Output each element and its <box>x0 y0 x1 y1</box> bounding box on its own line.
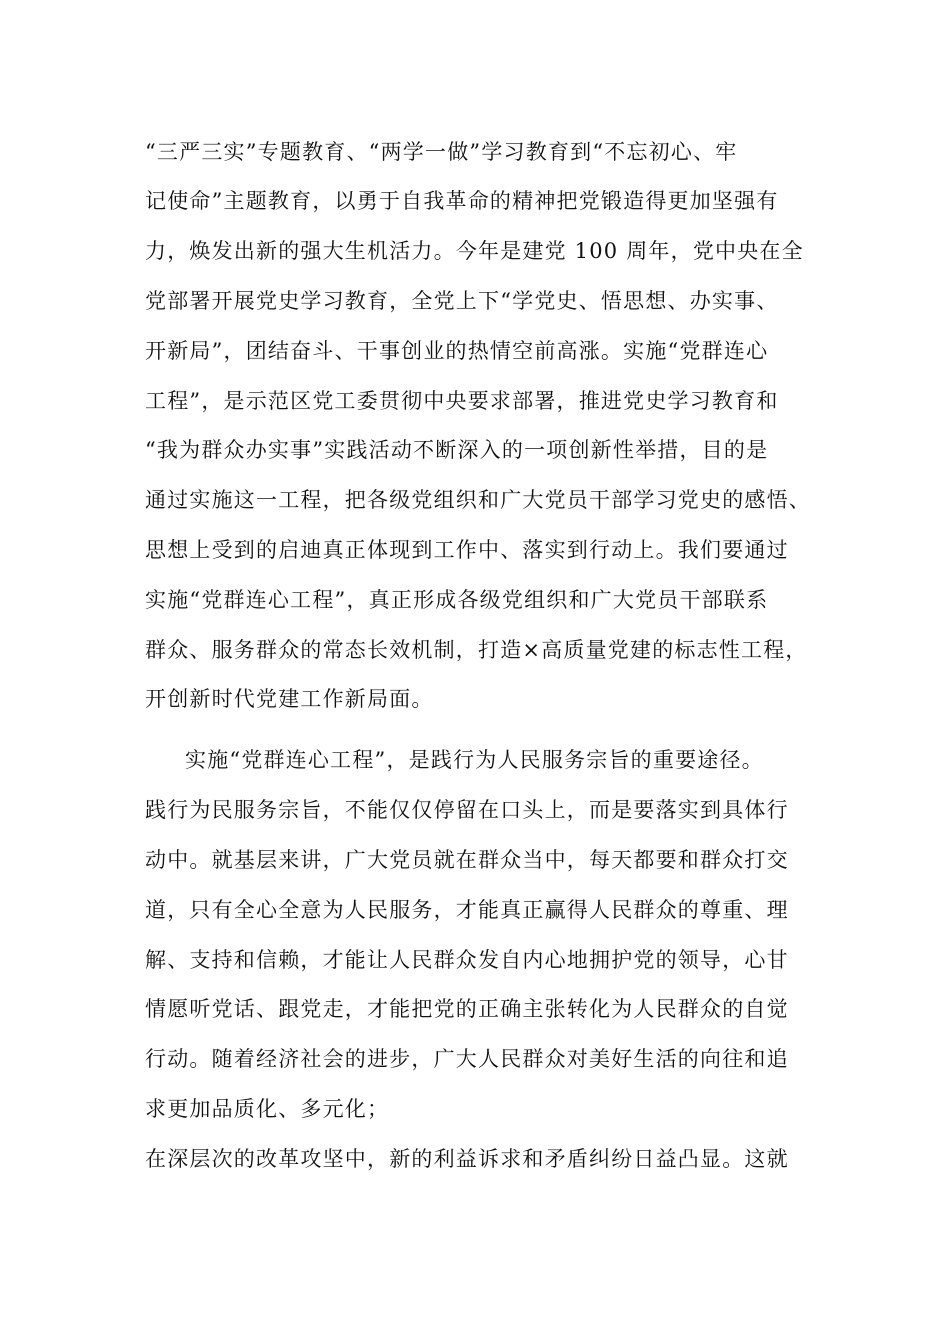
text-line: “三严三实”专题教育、“两学一做”学习教育到“不忘初心、牢 <box>145 140 738 164</box>
text-line: 开新局”，团结奋斗、干事创业的热情空前高涨。实施“党群连心 <box>145 339 769 363</box>
text-line: 群众、服务群众的常态长效机制，打造×高质量党建的标志性工程， <box>145 638 808 662</box>
text-line: 通过实施这一工程，把各级党组织和广大党员干部学习党史的感悟、 <box>145 488 811 512</box>
text-line: 道，只有全心全意为人民服务，才能真正赢得人民群众的尊重、理 <box>145 898 789 922</box>
text-line: 实施“党群连心工程”，真正形成各级党组织和广大党员干部联系 <box>145 588 769 612</box>
text-line: “我为群众办实事”实践活动不断深入的一项创新性举措，目的是 <box>145 438 769 462</box>
text-line: 党部署开展党史学习教育，全党上下“学党史、悟思想、办实事、 <box>145 289 779 313</box>
text-line: 践行为民服务宗旨，不能仅仅停留在口头上，而是要落实到具体行 <box>145 798 789 822</box>
text-line: 力，焕发出新的强大生机活力。今年是建党 100 周年，党中央在全 <box>145 239 804 263</box>
text-line: 情愿听党话、跟党走，才能把党的正确主张转化为人民群众的自觉 <box>145 997 789 1021</box>
text-line: 思想上受到的启迪真正体现到工作中、落实到行动上。我们要通过 <box>145 538 789 562</box>
text-line: 求更加品质化、多元化； <box>145 1097 390 1121</box>
paragraph-first-line: 实施“党群连心工程”，是践行为人民服务宗旨的重要途径。 <box>185 748 764 772</box>
text-line: 开创新时代党建工作新局面。 <box>145 687 434 711</box>
text-line: 行动。随着经济社会的进步，广大人民群众对美好生活的向往和追 <box>145 1047 789 1071</box>
text-line: 工程”，是示范区党工委贯彻中央要求部署，推进党史学习教育和 <box>145 389 779 413</box>
text-line: 在深层次的改革攻坚中，新的利益诉求和矛盾纠纷日益凸显。这就 <box>145 1147 789 1171</box>
text-line: 动中。就基层来讲，广大党员就在群众当中，每天都要和群众打交 <box>145 848 789 872</box>
text-line: 解、支持和信赖，才能让人民群众发自内心地拥护党的领导，心甘 <box>145 948 789 972</box>
text-line: 记使命”主题教育，以勇于自我革命的精神把党锻造得更加坚强有 <box>145 189 779 213</box>
